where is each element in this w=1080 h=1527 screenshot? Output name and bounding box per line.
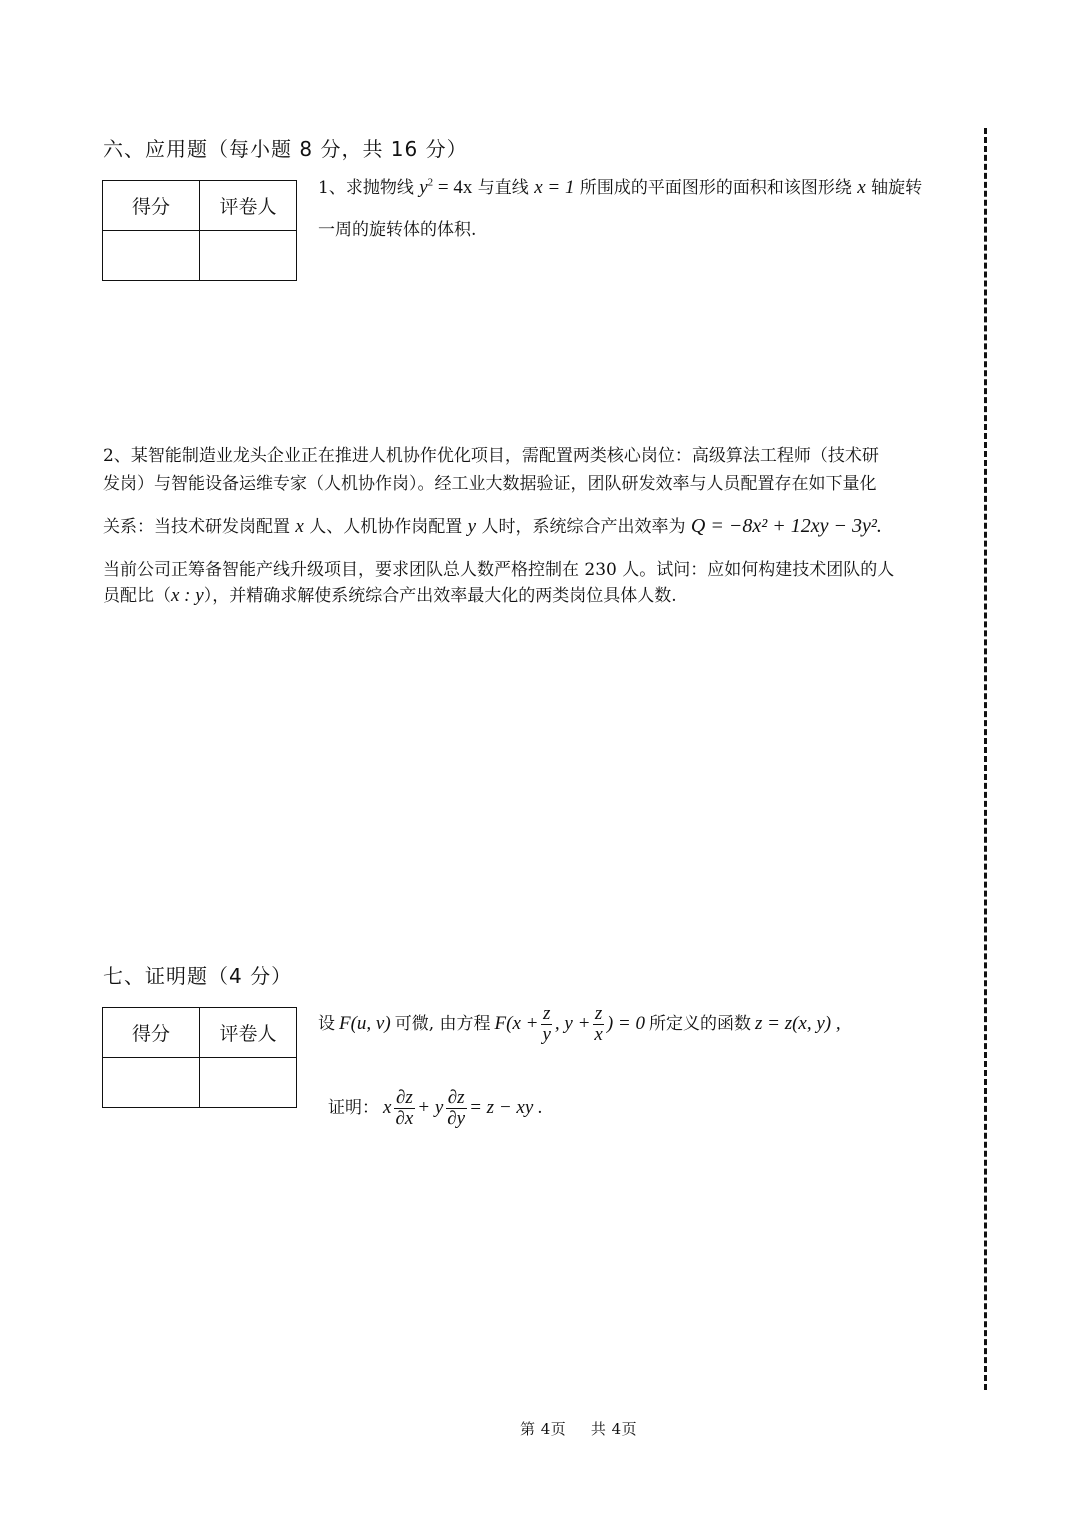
question-2-line-3: 关系：当技术研发岗配置 x 人、人机协作岗配置 y 人时，系统综合产出效率为 Q = −8x² + 12xy − 3y².: [103, 515, 882, 537]
grader-header: 评卷人: [200, 181, 297, 231]
grader-cell[interactable]: [200, 231, 297, 281]
score-cell[interactable]: [103, 231, 200, 281]
page-number: 第 4页: [520, 1420, 567, 1438]
question-2-line-5: 员配比（x : y），并精确求解使系统综合产出效率最大化的两类岗位具体人数.: [103, 585, 677, 606]
question-2-line-1: 2、某智能制造业龙头企业正在推进人机协作优化项目，需配置两类核心岗位：高级算法工程师（技术研: [103, 446, 879, 466]
pde-identity: x $\frac{\partial z}{\partial x}$ + y $\frac{\partial z}{\partial y}$ = z − xy .: [383, 1087, 543, 1129]
grader-cell[interactable]: [200, 1058, 297, 1108]
score-table-section6: [102, 180, 297, 281]
page-footer: [520, 1418, 637, 1439]
question-1-line-1: 1、求抛物线 $y^2 = 4x$ 与直线 x = 1 所围成的平面图形的面积和该图形绕 x 轴旋转: [318, 176, 923, 198]
score-cell[interactable]: [103, 1058, 200, 1108]
line-equation: x = 1: [534, 177, 575, 198]
efficiency-formula: Q = −8x² + 12xy − 3y².: [690, 515, 882, 537]
score-header: 得分: [103, 181, 200, 231]
question-1-line-2: 一周的旋转体的体积.: [318, 220, 477, 240]
question-2-line-4: 当前公司正筹备智能产线升级项目，要求团队总人数严格控制在 230 人。试问：应如何构建技术团队的人: [103, 560, 895, 580]
score-header: 得分: [103, 1008, 200, 1058]
binding-margin-line: [984, 128, 987, 1390]
proof-goal: 证明： x $\frac{\partial z}{\partial x}$ + y $\frac{\partial z}{\partial y}$ = z − xy .: [328, 1087, 543, 1129]
parabola-equation: $y^2 = 4x$: [419, 176, 473, 198]
grader-header: 评卷人: [200, 1008, 297, 1058]
defining-equation: F(x + $\frac{z}{y}$ , y + $\frac{z}{x}$ ) = 0: [494, 1003, 645, 1045]
proof-statement: 设 F(u, v) 可微, 由方程 F(x + $\frac{z}{y}$ , y + $\frac{z}{x}$ ) = 0 所定义的函数 z = z(x, y) ,: [318, 1003, 841, 1045]
section6-heading: 六、应用题（每小题 8 分，共 16 分）: [103, 137, 468, 161]
question-2-line-2: 发岗）与智能设备运维专家（人机协作岗）。经工业大数据验证，团队研发效率与人员配置存在如下量化: [103, 474, 877, 494]
score-table-section7: [102, 1007, 297, 1108]
page-total: 共 4页: [590, 1420, 638, 1438]
section7-heading: 七、证明题（4 分）: [103, 964, 293, 988]
